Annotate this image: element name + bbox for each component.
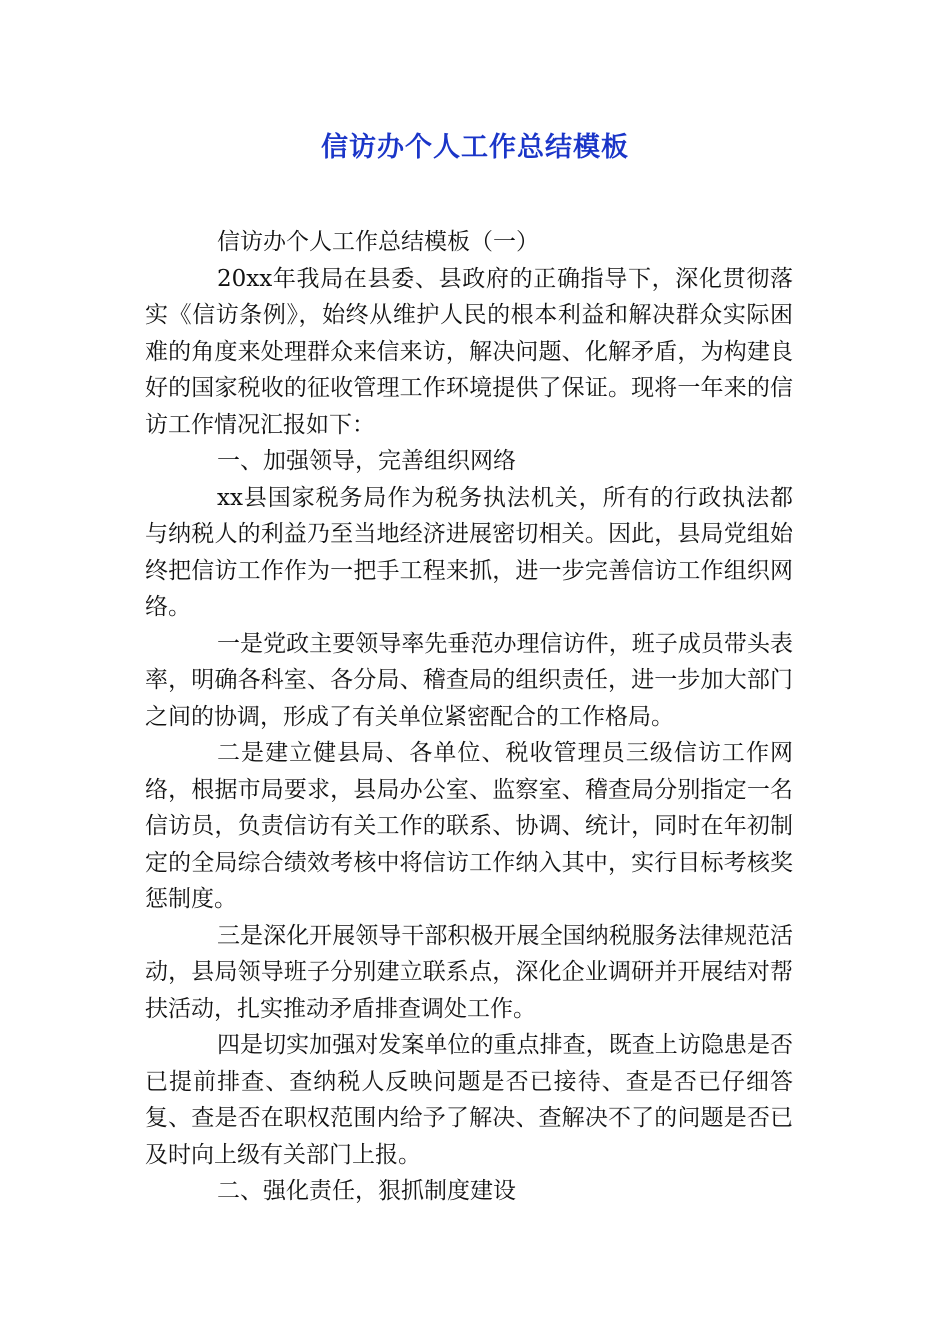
- paragraph: 三是深化开展领导干部积极开展全国纳税服务法律规范活动，县局领导班子分别建立联系点，深化企业调研并开展结对帮扶活动，扎实推动矛盾排查调处工作。: [145, 922, 793, 1022]
- paragraph: 一是党政主要领导率先垂范办理信访件，班子成员带头表率，明确各科室、各分局、稽查局的组织责任，进一步加大部门之间的协调，形成了有关单位紧密配合的工作格局。: [145, 630, 793, 730]
- document-title: 信访办个人工作总结模板: [321, 132, 629, 163]
- section-heading-2: 二、强化责任，狠抓制度建设: [217, 1178, 516, 1204]
- paragraph-subtitle: 信访办个人工作总结模板（一）: [217, 229, 539, 255]
- section-heading-1: 一、加强领导，完善组织网络: [217, 448, 516, 474]
- paragraph: 四是切实加强对发案单位的重点排查，既查上访隐患是否已提前排查、查纳税人反映问题是否已接待、查是否已仔细答复、查是否在职权范围内给予了解决、查解决不了的问题是否已及时向上级有关部门上报。: [145, 1032, 793, 1168]
- document-body: [145, 224, 793, 1210]
- paragraph-intro: 20xx年我局在县委、县政府的正确指导下，深化贯彻落实《信访条例》，始终从维护人民的根本利益和解决群众实际困难的角度来处理群众来信来访，解决问题、化解矛盾，为构建良好的国家税收的征收管理工作环境提供了保证。现将一年来的信访工作情况汇报如下：: [145, 265, 793, 438]
- paragraph: xx县国家税务局作为税务执法机关，所有的行政执法都与纳税人的利益乃至当地经济进展密切相关。因此，县局党组始终把信访工作作为一把手工程来抓，进一步完善信访工作组织网络。: [145, 484, 793, 620]
- paragraph: 二是建立健县局、各单位、税收管理员三级信访工作网络，根据市局要求，县局办公室、监察室、稽查局分别指定一名信访员，负责信访有关工作的联系、协调、统计，同时在年初制定的全局综合绩效考核中将信访工作纳入其中，实行目标考核奖惩制度。: [145, 740, 793, 912]
